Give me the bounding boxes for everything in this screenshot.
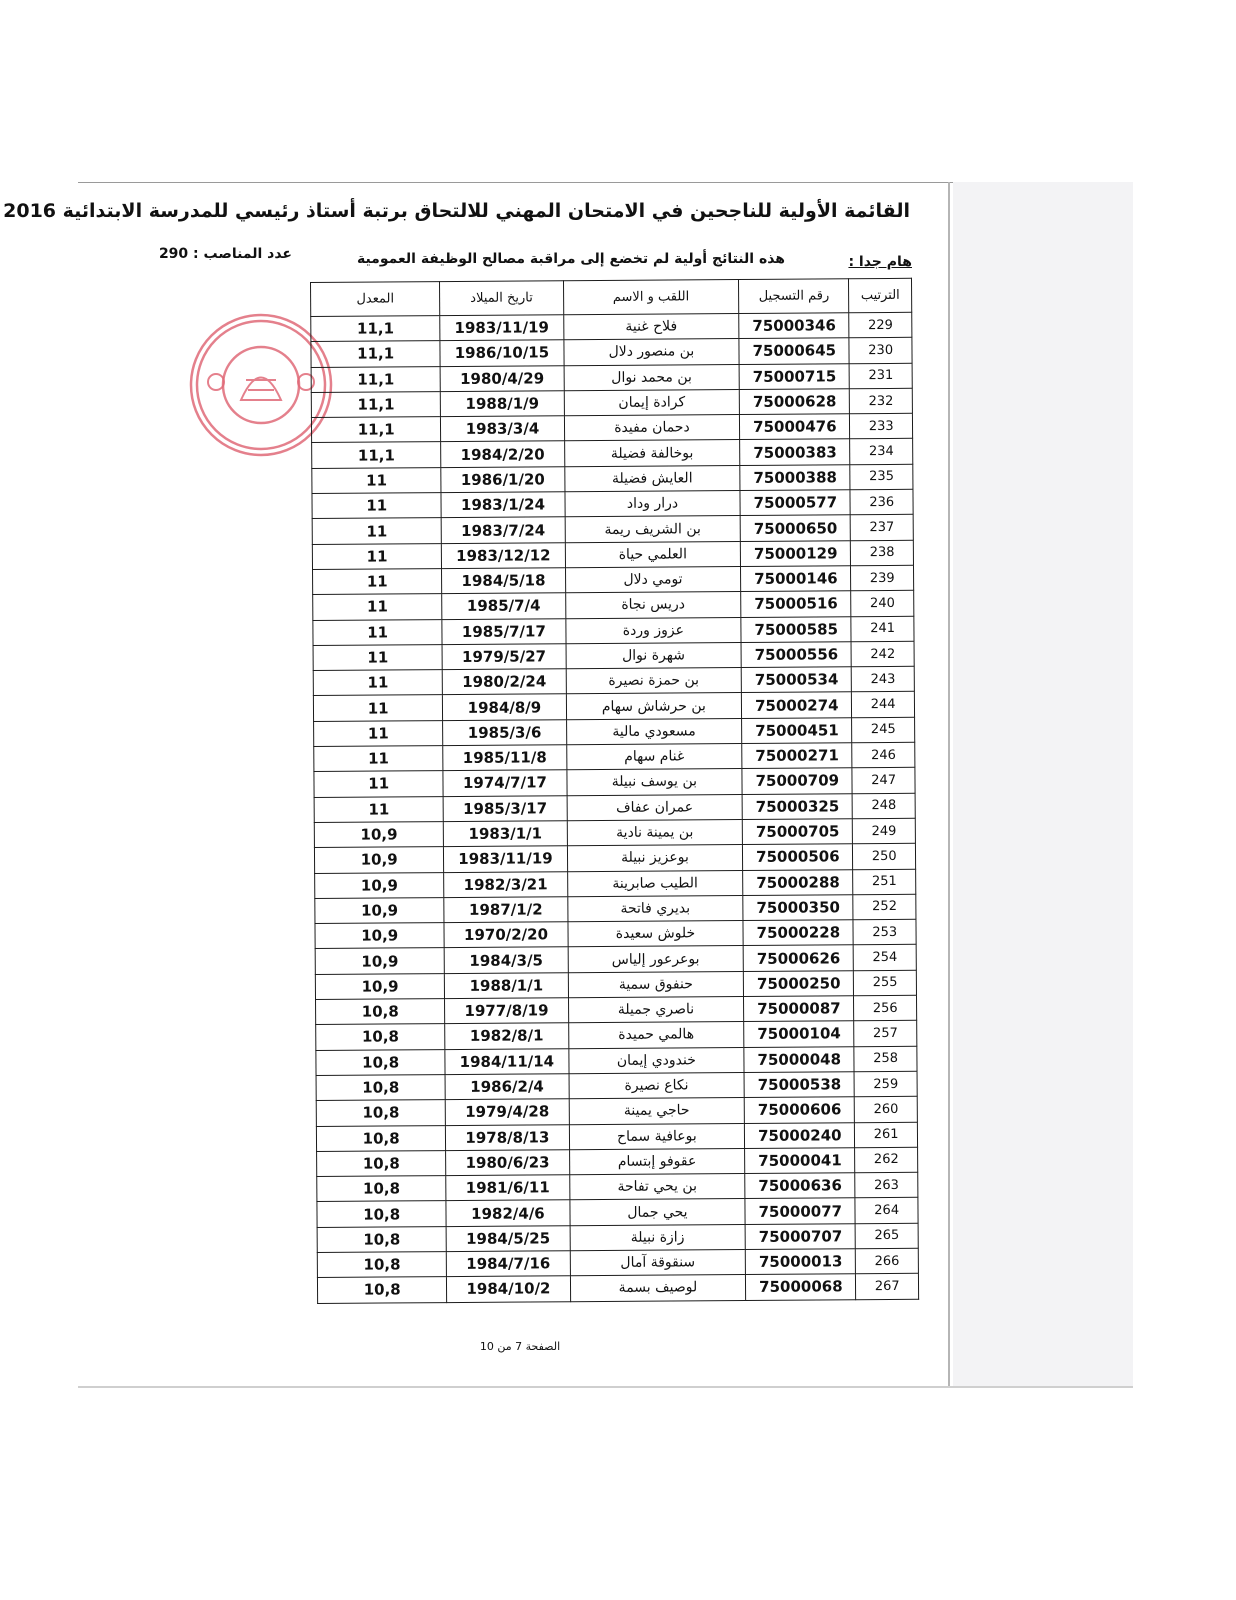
cell-avg: 11	[314, 720, 443, 746]
cell-rank: 259	[854, 1071, 917, 1097]
cell-name: حاجي يمينة	[569, 1098, 745, 1125]
page-margin-strip	[953, 182, 1133, 1388]
cell-name: خندودي إيمان	[568, 1047, 744, 1074]
cell-name: بن محمد نوال	[564, 364, 740, 391]
cell-name: مسعودي مالية	[566, 718, 742, 745]
cell-avg: 11	[313, 619, 442, 645]
cell-rank: 256	[854, 995, 917, 1021]
cell-avg: 11	[314, 771, 443, 797]
cell-avg: 10,8	[316, 1024, 445, 1050]
cell-reg: 75000516	[741, 591, 851, 617]
cell-avg: 10,8	[316, 999, 445, 1025]
cell-reg: 75000104	[744, 1021, 854, 1047]
cell-name: بن منصور دلال	[563, 339, 739, 366]
cell-reg: 75000129	[741, 540, 851, 566]
cell-reg: 75000451	[742, 717, 852, 743]
cell-dob: 1984/10/2	[447, 1276, 570, 1302]
cell-name: زازة نبيلة	[570, 1224, 746, 1251]
cell-rank: 263	[855, 1172, 918, 1198]
cell-name: عمران عفاف	[567, 794, 743, 821]
cell-reg: 75000048	[744, 1046, 854, 1072]
cell-reg: 75000626	[743, 945, 853, 971]
cell-avg: 10,8	[316, 1100, 445, 1126]
cell-rank: 266	[856, 1248, 919, 1274]
cell-avg: 11,1	[311, 391, 440, 417]
cell-rank: 257	[854, 1021, 917, 1047]
cell-name: حنفوق سمية	[568, 971, 744, 998]
cell-name: بن يمينة نادية	[567, 819, 743, 846]
cell-avg: 11	[313, 695, 442, 721]
cell-reg: 75000346	[739, 313, 849, 339]
cell-avg: 10,8	[316, 1074, 445, 1100]
cell-rank: 250	[853, 844, 916, 870]
cell-reg: 75000240	[745, 1122, 855, 1148]
cell-avg: 11	[314, 796, 443, 822]
cell-avg: 10,9	[314, 822, 443, 848]
cell-dob: 1984/7/16	[447, 1251, 570, 1277]
cell-dob: 1986/10/15	[440, 340, 563, 366]
cell-reg: 75000534	[741, 667, 851, 693]
cell-name: ناصري جميلة	[568, 997, 744, 1024]
cell-reg: 75000077	[745, 1198, 855, 1224]
cell-avg: 10,8	[316, 1049, 445, 1075]
cell-reg: 75000146	[741, 566, 851, 592]
cell-reg: 75000288	[743, 869, 853, 895]
cell-avg: 10,8	[317, 1201, 446, 1227]
cell-dob: 1979/4/28	[446, 1099, 569, 1125]
cell-avg: 11,1	[311, 417, 440, 443]
cell-reg: 75000705	[743, 819, 853, 845]
cell-name: بوعزيز نبيلة	[567, 845, 743, 872]
cell-name: فلاح غنية	[563, 314, 739, 341]
cell-name: كرادة إيمان	[564, 389, 740, 416]
cell-name: لوصيف بسمة	[570, 1275, 746, 1302]
cell-reg: 75000650	[740, 515, 850, 541]
cell-rank: 243	[852, 666, 915, 692]
cell-name: تومي دلال	[565, 566, 741, 593]
cell-dob: 1988/1/9	[441, 391, 564, 417]
header-birth-date: تاريخ الميلاد	[440, 281, 563, 316]
cell-avg: 10,9	[315, 923, 444, 949]
table-header-row	[311, 278, 912, 316]
cell-avg: 10,8	[316, 1125, 445, 1151]
cell-dob: 1985/11/8	[443, 745, 566, 771]
cell-avg: 10,9	[315, 897, 444, 923]
cell-rank: 237	[851, 515, 914, 541]
cell-avg: 11	[313, 670, 442, 696]
cell-rank: 258	[854, 1046, 917, 1072]
cell-rank: 236	[850, 489, 913, 515]
cell-dob: 1977/8/19	[445, 998, 568, 1024]
header-name: اللقب و الاسم	[563, 280, 739, 315]
header-rank: الترتيب	[849, 278, 912, 312]
cell-dob: 1985/7/17	[442, 618, 565, 644]
cell-reg: 75000274	[742, 692, 852, 718]
cell-rank: 262	[855, 1147, 918, 1173]
cell-rank: 239	[851, 565, 914, 591]
cell-dob: 1986/2/4	[445, 1074, 568, 1100]
cell-reg: 75000606	[744, 1097, 854, 1123]
cell-rank: 230	[849, 338, 912, 364]
cell-reg: 75000628	[740, 389, 850, 415]
cell-dob: 1984/5/25	[446, 1225, 569, 1251]
cell-avg: 10,8	[317, 1176, 446, 1202]
cell-dob: 1983/1/24	[441, 492, 564, 518]
cell-dob: 1983/3/4	[441, 416, 564, 442]
cell-dob: 1982/8/1	[445, 1023, 568, 1049]
cell-avg: 10,9	[315, 948, 444, 974]
cell-name: نكاع نصيرة	[569, 1072, 745, 1099]
cell-rank: 264	[855, 1198, 918, 1224]
cell-avg: 10,8	[317, 1150, 446, 1176]
cell-name: بوخالفة فضيلة	[564, 440, 740, 467]
cell-avg: 10,9	[314, 847, 443, 873]
cell-avg: 11,1	[311, 341, 440, 367]
cell-rank: 260	[855, 1096, 918, 1122]
cell-rank: 267	[856, 1274, 919, 1300]
cell-rank: 253	[853, 919, 916, 945]
cell-rank: 255	[854, 970, 917, 996]
cell-dob: 1981/6/11	[446, 1175, 569, 1201]
cell-avg: 11	[312, 467, 441, 493]
cell-name: عقوفو إبتسام	[569, 1148, 745, 1175]
cell-name: العايش فضيلة	[564, 465, 740, 492]
cell-rank: 240	[851, 591, 914, 617]
cell-reg: 75000041	[745, 1148, 855, 1174]
cell-rank: 254	[854, 945, 917, 971]
cell-dob: 1982/3/21	[444, 871, 567, 897]
cell-dob: 1980/6/23	[446, 1150, 569, 1176]
cell-name: سنقوقة آمال	[570, 1249, 746, 1276]
page-bottom-edge	[78, 1386, 1133, 1388]
cell-reg: 75000271	[742, 743, 852, 769]
cell-reg: 75000350	[743, 895, 853, 921]
cell-avg: 11	[314, 746, 443, 772]
cell-dob: 1985/3/6	[443, 719, 566, 745]
cell-dob: 1983/12/12	[442, 542, 565, 568]
cell-dob: 1986/1/20	[441, 467, 564, 493]
cell-name: دريس نجاة	[565, 592, 741, 619]
cell-name: درار وداد	[565, 491, 741, 518]
cell-rank: 249	[853, 818, 916, 844]
cell-dob: 1983/11/19	[444, 846, 567, 872]
cell-reg: 75000709	[742, 768, 852, 794]
cell-rank: 244	[852, 692, 915, 718]
cell-dob: 1984/8/9	[443, 694, 566, 720]
cell-reg: 75000715	[739, 363, 849, 389]
cell-avg: 10,8	[317, 1277, 446, 1303]
header-average: المعدل	[311, 282, 441, 317]
cell-reg: 75000645	[739, 338, 849, 364]
cell-dob: 1979/5/27	[442, 644, 565, 670]
page-edge-line	[948, 182, 950, 1388]
cell-dob: 1988/1/1	[445, 972, 568, 998]
cell-reg: 75000068	[746, 1274, 856, 1300]
cell-avg: 10,8	[317, 1226, 446, 1252]
cell-avg: 10,9	[315, 973, 444, 999]
cell-name: عزوز وردة	[565, 617, 741, 644]
cell-avg: 10,9	[315, 872, 444, 898]
cell-name: غنام سهام	[566, 744, 742, 771]
results-table	[310, 278, 919, 1304]
cell-rank: 252	[853, 894, 916, 920]
cell-avg: 11	[313, 594, 442, 620]
cell-name: هالمي حميدة	[568, 1022, 744, 1049]
cell-avg: 11	[312, 543, 441, 569]
cell-name: بوعافية سماح	[569, 1123, 745, 1150]
cell-avg: 10,8	[317, 1252, 446, 1278]
cell-rank: 251	[853, 869, 916, 895]
cell-name: خلوش سعيدة	[568, 921, 744, 948]
cell-dob: 1974/7/17	[443, 770, 566, 796]
cell-avg: 11	[313, 569, 442, 595]
cell-dob: 1983/7/24	[441, 517, 564, 543]
cell-rank: 233	[850, 413, 913, 439]
cell-reg: 75000383	[740, 439, 850, 465]
cell-name: شهرة نوال	[566, 642, 742, 669]
cell-reg: 75000506	[743, 844, 853, 870]
table-row	[317, 1274, 918, 1303]
cell-name: بن حرشاش سهام	[566, 693, 742, 720]
cell-dob: 1985/3/17	[443, 795, 566, 821]
cell-rank: 242	[851, 641, 914, 667]
cell-dob: 1984/5/18	[442, 568, 565, 594]
posts-count: عدد المناصب : 290	[158, 246, 292, 262]
cell-rank: 246	[852, 742, 915, 768]
cell-dob: 1984/2/20	[441, 441, 564, 467]
cell-avg: 11	[313, 644, 442, 670]
page-number: الصفحة 7 من 10	[479, 1340, 561, 1353]
cell-rank: 248	[852, 793, 915, 819]
cell-dob: 1984/11/14	[445, 1048, 568, 1074]
cell-reg: 75000538	[744, 1072, 854, 1098]
cell-name: بن حمزة نصيرة	[566, 668, 742, 695]
cell-rank: 245	[852, 717, 915, 743]
preliminary-note: هذه النتائج أولية لم تخضع إلى مراقبة مصالح الوظيفة العمومية	[356, 251, 785, 267]
cell-name: العلمي حياة	[565, 541, 741, 568]
cell-rank: 241	[851, 616, 914, 642]
cell-name: بديري فاتحة	[567, 895, 743, 922]
cell-avg: 11	[312, 493, 441, 519]
cell-rank: 265	[855, 1223, 918, 1249]
cell-dob: 1980/2/24	[443, 669, 566, 695]
cell-rank: 231	[849, 363, 912, 389]
cell-name: بوعرعور إلياس	[568, 946, 744, 973]
cell-reg: 75000325	[742, 793, 852, 819]
cell-dob: 1984/3/5	[444, 947, 567, 973]
cell-reg: 75000476	[740, 414, 850, 440]
cell-reg: 75000013	[746, 1249, 856, 1275]
cell-name: يحي جمال	[569, 1199, 745, 1226]
cell-reg: 75000577	[740, 490, 850, 516]
cell-avg: 11	[312, 518, 441, 544]
cell-rank: 232	[850, 388, 913, 414]
cell-rank: 247	[852, 768, 915, 794]
cell-rank: 238	[851, 540, 914, 566]
document-title: القائمة الأولية للناجحين في الامتحان المهني للالتحاق برتبة أستاذ رئيسي للمدرسة الابتدائية 2016	[3, 200, 910, 222]
cell-dob: 1983/1/1	[444, 821, 567, 847]
cell-dob: 1970/2/20	[444, 922, 567, 948]
header-registration: رقم التسجيل	[739, 279, 849, 314]
cell-dob: 1980/4/29	[440, 365, 563, 391]
cell-reg: 75000250	[744, 970, 854, 996]
cell-reg: 75000707	[745, 1223, 855, 1249]
cell-reg: 75000556	[741, 642, 851, 668]
cell-avg: 11,1	[311, 366, 440, 392]
cell-name: بن يحي تفاحة	[569, 1174, 745, 1201]
cell-dob: 1982/4/6	[446, 1200, 569, 1226]
cell-rank: 229	[849, 312, 912, 338]
cell-reg: 75000585	[741, 616, 851, 642]
cell-reg: 75000228	[743, 920, 853, 946]
cell-name: دحمان مفيدة	[564, 415, 740, 442]
cell-reg: 75000087	[744, 996, 854, 1022]
cell-reg: 75000636	[745, 1173, 855, 1199]
cell-name: بن الشريف ريمة	[565, 516, 741, 543]
important-label: هام جدا :	[848, 254, 912, 270]
cell-rank: 235	[850, 464, 913, 490]
cell-dob: 1978/8/13	[446, 1124, 569, 1150]
cell-dob: 1987/1/2	[444, 897, 567, 923]
cell-rank: 234	[850, 439, 913, 465]
cell-rank: 261	[855, 1122, 918, 1148]
cell-avg: 11,1	[312, 442, 441, 468]
cell-name: بن يوسف نبيلة	[566, 769, 742, 796]
cell-name: الطيب صابرينة	[567, 870, 743, 897]
cell-dob: 1983/11/19	[440, 315, 563, 341]
cell-reg: 75000388	[740, 465, 850, 491]
cell-avg: 11,1	[311, 316, 440, 342]
cell-dob: 1985/7/4	[442, 593, 565, 619]
